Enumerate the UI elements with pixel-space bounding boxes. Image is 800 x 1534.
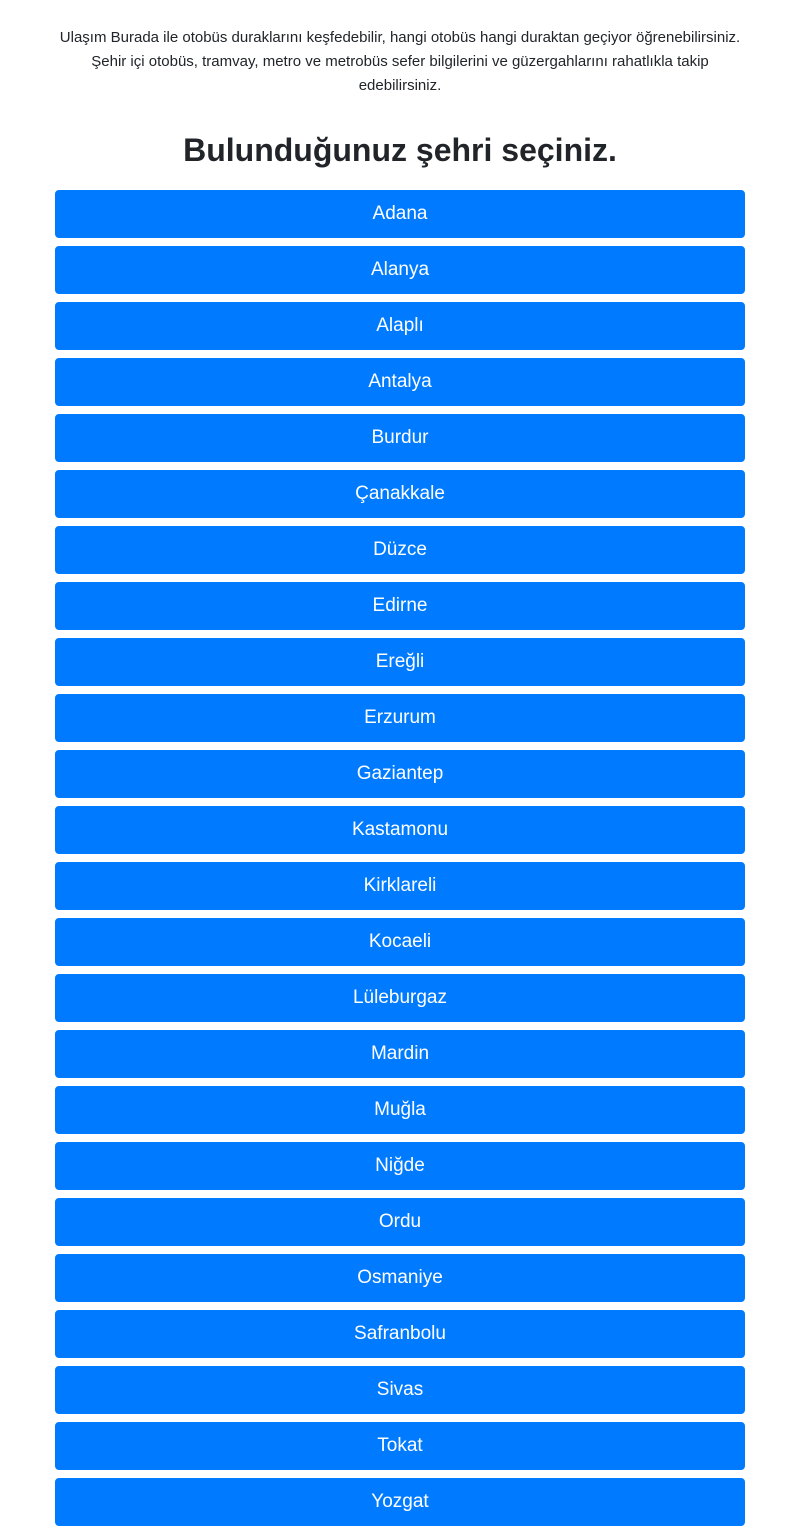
page-title: Bulunduğunuz şehri seçiniz. [183, 132, 617, 168]
city-button-alanya[interactable]: Alanya [55, 246, 745, 294]
city-button-alapli[interactable]: Alaplı [55, 302, 745, 350]
city-button-tokat[interactable]: Tokat [55, 1422, 745, 1470]
city-button-luleburgaz[interactable]: Lüleburgaz [55, 974, 745, 1022]
city-button-safranbolu[interactable]: Safranbolu [55, 1310, 745, 1358]
city-button-antalya[interactable]: Antalya [55, 358, 745, 406]
city-button-kocaeli[interactable]: Kocaeli [55, 918, 745, 966]
city-button-duzce[interactable]: Düzce [55, 526, 745, 574]
city-button-osmaniye[interactable]: Osmaniye [55, 1254, 745, 1302]
city-button-mardin[interactable]: Mardin [55, 1030, 745, 1078]
city-button-eregli[interactable]: Ereğli [55, 638, 745, 686]
city-button-kirklareli[interactable]: Kirklareli [55, 862, 745, 910]
city-button-ordu[interactable]: Ordu [55, 1198, 745, 1246]
city-button-mugla[interactable]: Muğla [55, 1086, 745, 1134]
city-button-erzurum[interactable]: Erzurum [55, 694, 745, 742]
city-button-kastamonu[interactable]: Kastamonu [55, 806, 745, 854]
city-list [55, 190, 745, 1534]
city-button-canakkale[interactable]: Çanakkale [55, 470, 745, 518]
city-button-adana[interactable]: Adana [55, 190, 745, 238]
city-button-gaziantep[interactable]: Gaziantep [55, 750, 745, 798]
city-button-burdur[interactable]: Burdur [55, 414, 745, 462]
city-button-edirne[interactable]: Edirne [55, 582, 745, 630]
city-button-sivas[interactable]: Sivas [55, 1366, 745, 1414]
intro-text: Ulaşım Burada ile otobüs duraklarını keşfedebilir, hangi otobüs hangi duraktan geçiyor öğrenebilirsiniz. Şehir içi otobüs, tramvay, metro ve metrobüs sefer bilgilerini ve güzergahlarını rahatlıkla takip edebilirsiniz. [59, 29, 741, 94]
city-button-yozgat[interactable]: Yozgat [55, 1478, 745, 1526]
city-button-nigde[interactable]: Niğde [55, 1142, 745, 1190]
